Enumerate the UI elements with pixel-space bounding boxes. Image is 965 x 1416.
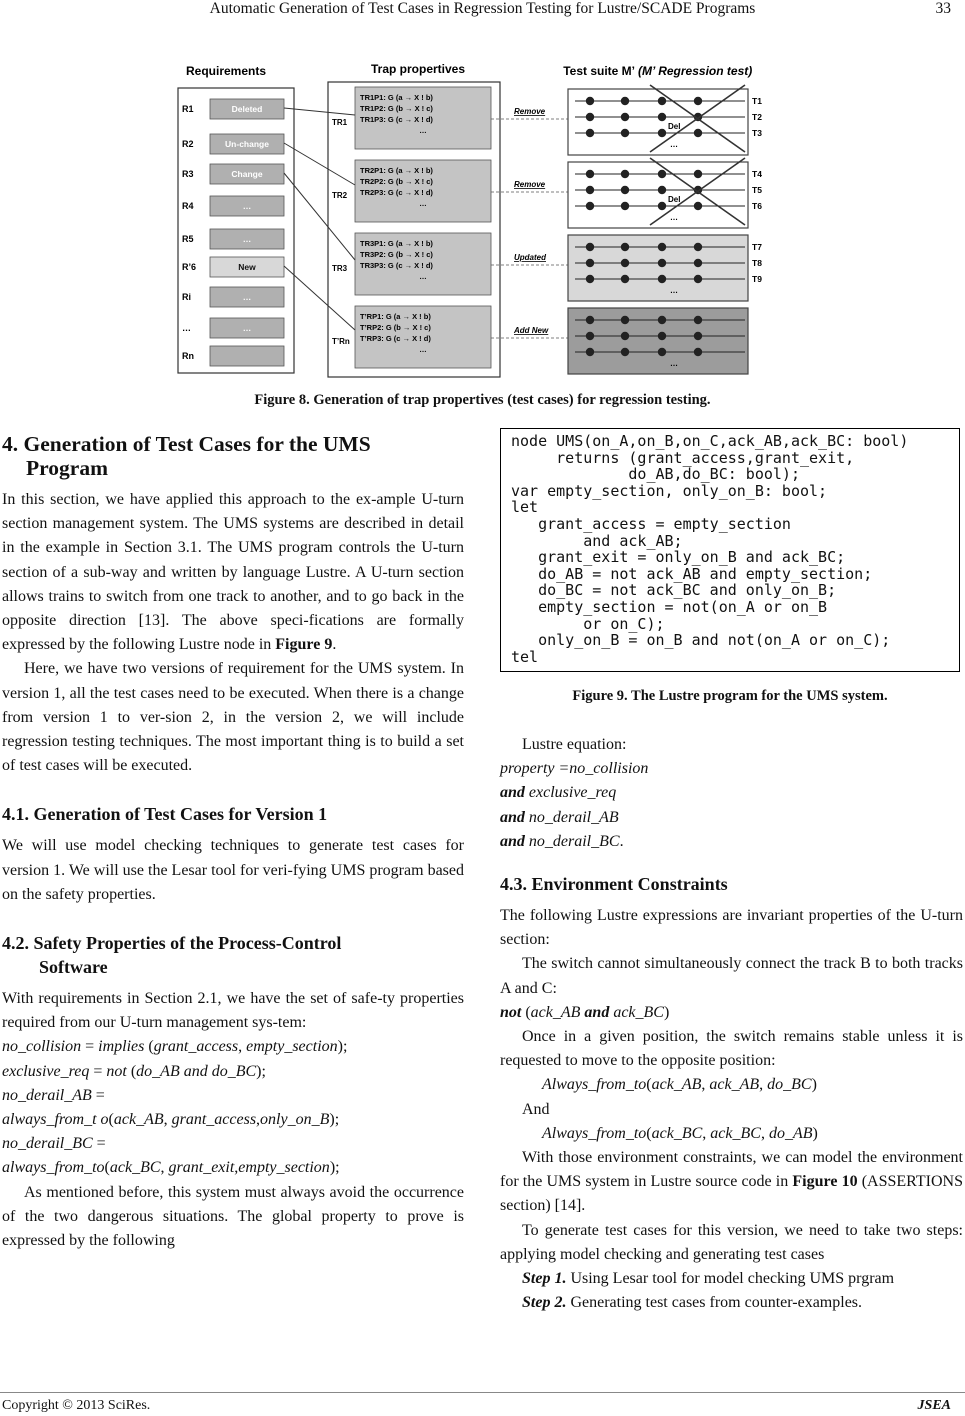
section-4-2-heading-line1: 4.2. Safety Properties of the Process-Control xyxy=(2,933,342,954)
test-node xyxy=(621,259,629,267)
trap-property-line: TR3P3: G (c → X ! d) xyxy=(360,261,433,270)
test-node xyxy=(694,332,702,340)
running-header xyxy=(0,0,965,26)
test-node xyxy=(586,97,594,105)
paragraph-4: With requirements in Section 2.1, we have the set of safe-ty properties required from our U-turn management sys-tem: xyxy=(2,990,464,1032)
test-node xyxy=(621,243,629,251)
left-column xyxy=(2,432,464,1253)
req-box-label: … xyxy=(242,201,252,211)
req-label: Ri xyxy=(182,292,191,302)
figure-9-caption: Figure 9. The Lustre program for the UMS system. xyxy=(572,688,888,704)
test-node xyxy=(586,348,594,356)
trap-property-line: T’RP3: G (c → X ! d) xyxy=(360,334,431,343)
test-node xyxy=(586,259,594,267)
test-node xyxy=(694,97,702,105)
req-box xyxy=(210,346,284,366)
lustre-code: node UMS(on_A,on_B,on_C,ack_AB,ack_BC: bool) returns (grant_access,grant_exit, do_AB,do_BC: bool); var empty_section, only_on_B: bool; let grant_access = empty_section and ack_AB; grant_exit = only_on_B and ack_BC; do_AB = not ack_AB and empty_section; do_BC = not ack_BC and only_on_B; empty_section = not(on_A or on_B or on_C); only_on_B = on_B and not(on_A or on_C); tel xyxy=(511,432,909,666)
req-box-label: Change xyxy=(231,169,263,179)
suite-subtitle: (M’ Regression test) xyxy=(638,64,753,78)
test-node xyxy=(658,243,666,251)
more-tests: … xyxy=(670,140,678,149)
test-node xyxy=(586,332,594,340)
lustre-equation-label: Lustre equation: xyxy=(522,736,627,753)
req-label: R2 xyxy=(182,139,194,149)
test-node xyxy=(694,348,702,356)
and-connector: And xyxy=(522,1100,550,1118)
test-node xyxy=(621,113,629,121)
test-label: T5 xyxy=(752,185,762,195)
paragraph-5: As mentioned before, this system must always avoid the occurrence of the two dangerous situations. The global property to prove is expressed by the following xyxy=(2,1183,464,1250)
test-node xyxy=(658,348,666,356)
test-node xyxy=(658,186,666,194)
test-node xyxy=(658,170,666,178)
prop-no-derail-ab: no_derail_AB = xyxy=(2,1086,105,1104)
running-title: Automatic Generation of Test Cases in Regression Testing for Lustre/SCADE Programs xyxy=(209,0,756,17)
test-node xyxy=(586,316,594,324)
suite-group-box xyxy=(568,308,748,374)
test-node xyxy=(621,170,629,178)
prop-no-derail-ab-def: always_from_t o(ack_AB, grant_access,only_on_B); xyxy=(2,1111,340,1129)
section-4-heading-line1: 4. Generation of Test Cases for the UMS xyxy=(2,432,371,456)
req-title: Requirements xyxy=(185,64,267,78)
req-label: R3 xyxy=(182,169,194,179)
test-node xyxy=(586,275,594,283)
and-line-1: and exclusive_req xyxy=(500,784,617,802)
suite-title: Test suite M’ xyxy=(563,64,635,78)
test-node xyxy=(621,202,629,210)
section-4-heading xyxy=(2,432,464,480)
test-label: T9 xyxy=(752,274,762,284)
section-4-3-heading: 4.3. Environment Constraints xyxy=(500,874,728,895)
trap-property-line: TR1P2: G (b → X ! c) xyxy=(360,104,433,113)
more-tests: … xyxy=(670,286,678,295)
paragraph-10: To generate test cases for this version, we need to take two steps: applying model checking and generating test cases xyxy=(500,1221,963,1263)
test-label: T4 xyxy=(752,169,762,179)
figure-8-diagram xyxy=(170,55,800,385)
trap-property-line: TR3P2: G (b → X ! c) xyxy=(360,250,433,259)
req-label: … xyxy=(182,323,191,333)
test-node xyxy=(658,129,666,137)
test-node xyxy=(694,129,702,137)
figure-10-ref: Figure 10 xyxy=(792,1173,858,1191)
test-node xyxy=(694,259,702,267)
req-box-label: Deleted xyxy=(231,104,263,114)
delete-note: Del xyxy=(668,122,681,131)
test-label: T2 xyxy=(752,112,762,122)
paragraph-2: Here, we have two versions of requirement for the UMS system. In version 1, all the test cases need to be executed. When there is a change from version 1 to ver-sion 2, in the version 2, we will include regression testing techniques. The most important thing is to build a set of test cases will be executed. xyxy=(2,660,464,775)
test-node xyxy=(621,348,629,356)
action-label: Updated xyxy=(514,253,546,262)
test-node xyxy=(621,332,629,340)
section-4-1-heading: 4.1. Generation of Test Cases for Version 1 xyxy=(2,804,328,825)
suite-group-box xyxy=(568,235,748,301)
step-1: Step 1. Using Lesar tool for model checking UMS prgram xyxy=(522,1270,895,1288)
trap-property-line: TR2P2: G (b → X ! c) xyxy=(360,177,433,186)
test-node xyxy=(621,275,629,283)
req-label: R5 xyxy=(182,234,194,244)
req-label: Rn xyxy=(182,351,194,361)
paragraph-3: We will use model checking techniques to generate test cases for version 1. We will use the Lesar tool for veri-fying UMS program based on the safety properties. xyxy=(2,837,464,903)
right-column xyxy=(500,733,963,1315)
test-node xyxy=(694,202,702,210)
property-line: property =no_collision xyxy=(500,760,649,778)
trap-property-line: TR2P1: G (a → X ! b) xyxy=(360,166,433,175)
test-node xyxy=(586,186,594,194)
prop-no-collision: no_collision = implies (grant_access, empty_section); xyxy=(2,1038,348,1056)
test-node xyxy=(658,275,666,283)
paragraph-1-text: In this section, we have applied this approach to the ex-ample U-turn section management system. The UMS systems are described in detail in the example in Section 3.1. The UMS program controls the U-turn section of a sub-way and written by language Lustre. A U-turn section allows trains to switch from one track to another, and to go back in the opposite direction [13]. The above speci-fications are formally expressed by the following Lustre node in xyxy=(2,491,464,654)
trap-property-line: TR2P3: G (c → X ! d) xyxy=(360,188,433,197)
more-tests: … xyxy=(670,359,678,368)
not-constraint: not (ack_AB and ack_BC) xyxy=(500,1003,670,1021)
test-node xyxy=(621,129,629,137)
test-node xyxy=(621,316,629,324)
trap-property-line: TR3P1: G (a → X ! b) xyxy=(360,239,433,248)
footer-copyright: Copyright © 2013 SciRes. xyxy=(2,1398,151,1413)
test-node xyxy=(658,332,666,340)
paragraph-7: The switch cannot simultaneously connect the track B to both tracks A and C: xyxy=(500,955,963,997)
trap-property-line: TR1P1: G (a → X ! b) xyxy=(360,93,433,102)
always-constraint-1: Always_from_to(ack_AB, ack_AB, do_BC) xyxy=(542,1076,817,1094)
paragraph-6: The following Lustre expressions are invariant properties of the U-turn section: xyxy=(500,907,963,949)
trap-group-label: TR2 xyxy=(332,191,348,200)
trap-property-line: T’RP2: G (b → X ! c) xyxy=(360,323,431,332)
section-4-2-heading xyxy=(2,931,464,979)
test-node xyxy=(658,316,666,324)
prop-no-derail-bc-def: always_from_to(ack_BC, grant_exit,empty_section); xyxy=(2,1159,340,1177)
trap-group-label: TR3 xyxy=(332,264,348,273)
test-node xyxy=(694,170,702,178)
section-4-2-heading-line2: Software xyxy=(39,957,108,978)
test-node xyxy=(621,97,629,105)
test-node xyxy=(586,129,594,137)
trap-property-line: TR1P3: G (c → X ! d) xyxy=(360,115,433,124)
test-node xyxy=(658,202,666,210)
req-box-label: … xyxy=(242,234,252,244)
req-box-label: New xyxy=(238,262,256,272)
action-label: Remove xyxy=(514,107,546,116)
req-box-label: Un-change xyxy=(225,139,269,149)
and-line-3: and no_derail_BC. xyxy=(500,832,624,850)
paragraph-1-end: . xyxy=(332,636,337,654)
test-node xyxy=(694,316,702,324)
trap-group-label: T’Rn xyxy=(332,337,350,346)
test-node xyxy=(694,243,702,251)
test-label: T7 xyxy=(752,242,762,252)
test-node xyxy=(658,113,666,121)
test-label: T6 xyxy=(752,201,762,211)
figure-9-code-box xyxy=(500,428,960,672)
req-box-label: … xyxy=(242,323,252,333)
test-node xyxy=(658,259,666,267)
prop-no-derail-bc: no_derail_BC = xyxy=(2,1135,106,1153)
req-label: R’6 xyxy=(182,262,197,272)
prop-exclusive-req: exclusive_req = not (do_AB and do_BC); xyxy=(2,1062,266,1080)
trap-property-line: … xyxy=(419,272,427,281)
page-number: 33 xyxy=(935,0,951,17)
req-label: R1 xyxy=(182,104,194,114)
step-2: Step 2. Generating test cases from counter-examples. xyxy=(522,1294,863,1312)
trap-group-label: TR1 xyxy=(332,118,348,127)
test-node xyxy=(658,97,666,105)
trap-property-line: … xyxy=(419,126,427,135)
always-constraint-2: Always_from_to(ack_BC, ack_BC, do_AB) xyxy=(542,1124,818,1142)
safety-properties xyxy=(2,1035,464,1180)
paragraph-8: Once in a given position, the switch remains stable unless it is requested to move to the opposite position: xyxy=(500,1028,963,1070)
trap-title: Trap propertives xyxy=(370,62,466,76)
figure-8-caption: Figure 8. Generation of trap propertives (test cases) for regression testing. xyxy=(254,392,711,408)
paragraph-9: With those environment constraints, we can model the environment for the UMS system in Lustre source code in Figure 10 (ASSERTIONS section) [14]. xyxy=(500,1149,963,1215)
test-node xyxy=(586,243,594,251)
test-label: T3 xyxy=(752,128,762,138)
trap-property-line: … xyxy=(419,345,427,354)
test-label: T1 xyxy=(752,96,762,106)
suite-group-box xyxy=(568,162,748,228)
test-node xyxy=(586,202,594,210)
delete-note: Del xyxy=(668,195,681,204)
trap-property-line: T’RP1: G (a → X ! b) xyxy=(360,312,431,321)
suite-group-box xyxy=(568,89,748,155)
footer-rule xyxy=(0,1392,965,1393)
test-label: T8 xyxy=(752,258,762,268)
section-4-heading-line2: Program xyxy=(26,456,108,480)
paragraph-1 xyxy=(2,488,464,657)
test-node xyxy=(586,170,594,178)
and-line-2: and no_derail_AB xyxy=(500,808,619,826)
action-label: Add New xyxy=(514,326,549,335)
action-label: Remove xyxy=(514,180,546,189)
figure-9-ref: Figure 9 xyxy=(275,636,333,654)
req-box-label: … xyxy=(242,292,252,302)
req-label: R4 xyxy=(182,201,194,211)
test-node xyxy=(621,186,629,194)
test-node xyxy=(694,275,702,283)
more-tests: … xyxy=(670,213,678,222)
footer-journal: JSEA xyxy=(917,1398,951,1413)
trap-property-line: … xyxy=(419,199,427,208)
test-node xyxy=(586,113,594,121)
